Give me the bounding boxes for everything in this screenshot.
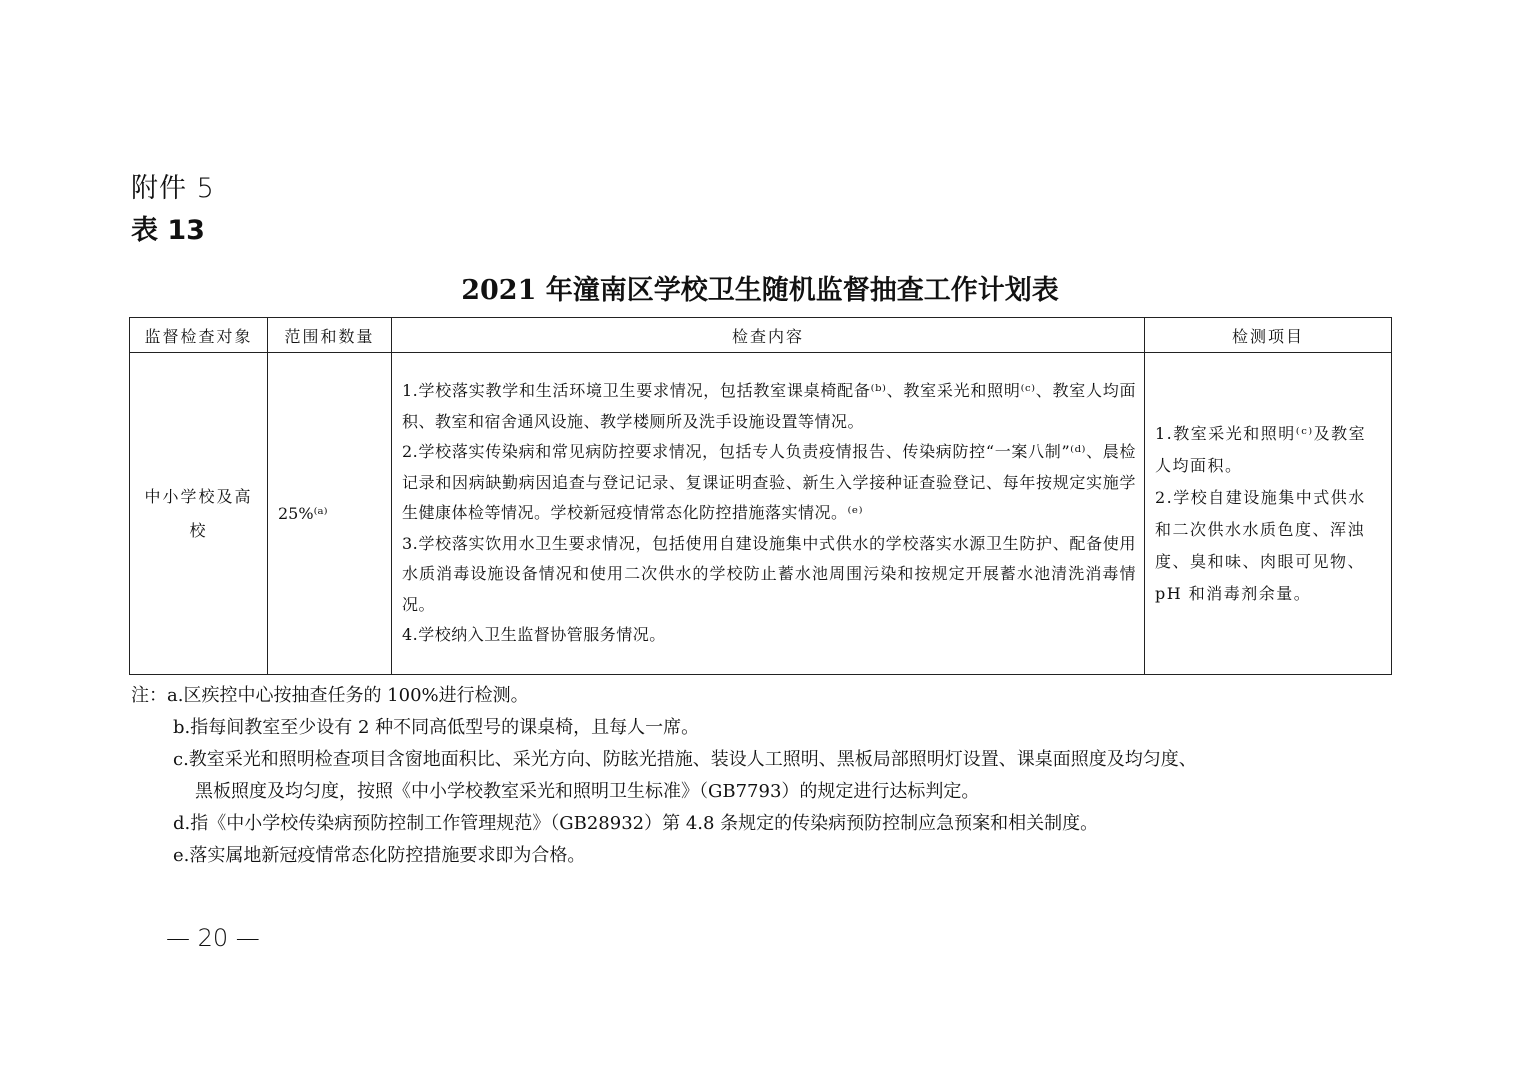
test-item-1: 1.教室采光和照明⁽ᶜ⁾及教室人均面积。 — [1155, 423, 1367, 475]
header-target: 监督检查对象 — [130, 318, 268, 353]
page-number: — 20 — — [166, 924, 260, 952]
cell-content — [392, 353, 1145, 675]
cell-tests — [1145, 353, 1392, 675]
table-number: 表 13 — [131, 215, 205, 246]
note-a: 注：a.区疾控中心按抽查任务的 100%进行检测。 — [131, 685, 529, 706]
header-tests: 检测项目 — [1145, 318, 1392, 353]
note-d: d.指《中小学校传染病预防控制工作管理规范》（GB28932）第 4.8 条规定的传染病预防控制应急预案和相关制度。 — [173, 813, 1099, 834]
cell-scope: 25%⁽ᵃ⁾ — [268, 353, 392, 675]
document-title: 2021 年潼南区学校卫生随机监督抽查工作计划表 — [461, 275, 1059, 306]
table-header-row — [130, 318, 1392, 353]
note-e: e.落实属地新冠疫情常态化防控措施要求即为合格。 — [173, 845, 586, 866]
content-item-1: 1.学校落实教学和生活环境卫生要求情况，包括教室课桌椅配备⁽ᵇ⁾、教室采光和照明⁽ᶜ⁾、教室人均面积、教室和宿舍通风设施、教学楼厕所及洗手设施设置等情况。 — [402, 381, 1136, 431]
note-c: c.教室采光和照明检查项目含窗地面积比、采光方向、防眩光措施、装设人工照明、黑板局部照明灯设置、课桌面照度及均匀度、 — [173, 749, 1197, 770]
header-content: 检查内容 — [392, 318, 1145, 353]
content-item-4: 4.学校纳入卫生监督协管服务情况。 — [402, 625, 666, 645]
header-scope: 范围和数量 — [268, 318, 392, 353]
attachment-label: 附件 5 — [131, 173, 215, 204]
content-item-2: 2.学校落实传染病和常见病防控要求情况，包括专人负责疫情报告、传染病防控“一案八制”⁽ᵈ⁾、晨检记录和因病缺勤病因追查与登记记录、复课证明查验、新生入学接种证查验登记、每年按规定实施学生健康体检等情况。学校新冠疫情常态化防控措施落实情况。⁽ᵉ⁾ — [402, 442, 1136, 523]
test-item-2: 2.学校自建设施集中式供水和二次供水水质色度、浑浊度、臭和味、肉眼可见物、pH 和消毒剂余量。 — [1155, 487, 1366, 603]
table-row — [130, 353, 1392, 675]
note-c-continued: 黑板照度及均匀度，按照《中小学校教室采光和照明卫生标准》（GB7793）的规定进行达标判定。 — [195, 781, 980, 802]
cell-target: 中小学校及高校 — [130, 353, 268, 675]
inspection-plan-table — [129, 317, 1392, 675]
notes-section — [131, 680, 1401, 872]
note-b: b.指每间教室至少设有 2 种不同高低型号的课桌椅，且每人一席。 — [173, 717, 700, 738]
content-item-3: 3.学校落实饮用水卫生要求情况，包括使用自建设施集中式供水的学校落实水源卫生防护、配备使用水质消毒设施设备情况和使用二次供水的学校防止蓄水池周围污染和按规定开展蓄水池清洗消毒情况。 — [402, 533, 1136, 614]
